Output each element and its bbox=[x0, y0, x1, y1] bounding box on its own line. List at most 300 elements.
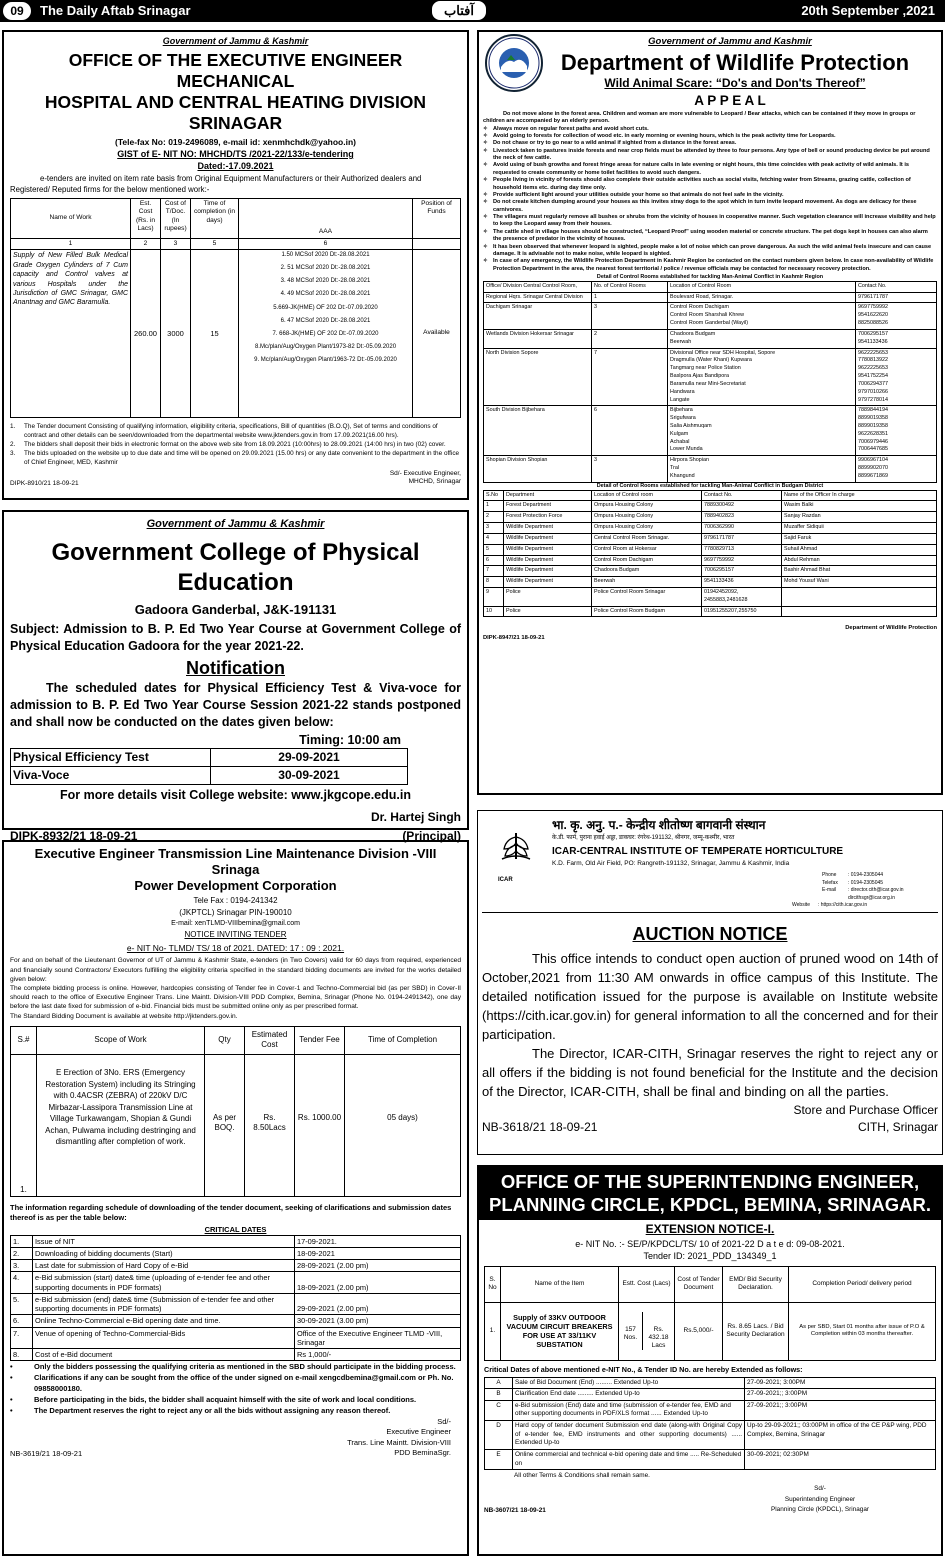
table-row bbox=[484, 566, 937, 577]
date-event: Downloading of bidding documents (Start) bbox=[33, 1247, 295, 1259]
table-row bbox=[484, 329, 937, 348]
est-cost: 260.00 bbox=[131, 250, 161, 418]
advice-text: In case of any emergency, the Wildlife Protection Department in Kashmir Region be contacted on the contact numbers given below. In case non-availability of Wildlife Protection Department in the area, the nearest forest territorial / police / revenue officials may be contacted for necessary recovery protection. bbox=[493, 258, 934, 272]
serial: 1 bbox=[484, 501, 504, 512]
contact-label: Phone bbox=[822, 872, 837, 879]
table-row bbox=[484, 512, 937, 523]
contact bbox=[856, 329, 937, 348]
col-num: 5 bbox=[191, 238, 239, 250]
table-row bbox=[485, 1302, 936, 1360]
institute-name: ICAR-CENTRAL INSTITUTE OF TEMPERATE HORTICULTURE bbox=[552, 845, 844, 857]
date-index: B bbox=[485, 1389, 513, 1401]
location-line: Beerwah bbox=[670, 338, 692, 345]
item-table bbox=[484, 1266, 936, 1361]
sign-line: Executive Engineer bbox=[386, 1427, 451, 1437]
location: Police Control Room Budgam bbox=[592, 606, 702, 617]
notification-body: The scheduled dates for Physical Efficiency Test & Viva-voce for admission to B. P. Ed Two Year Course Session 2021-22 stands postponed and shall now be conducted on the dates given below: bbox=[10, 680, 461, 729]
issue-date: 20th September ,2021 bbox=[801, 3, 935, 18]
location-line: Control Room Sharshali Khrew bbox=[670, 312, 745, 319]
officer: Sajid Faruk bbox=[782, 533, 937, 544]
nb-number: NB-3607/21 18-09-21 bbox=[484, 1507, 546, 1515]
date-value: 27-09-2021;; 3:00PM bbox=[745, 1389, 936, 1401]
officer bbox=[782, 588, 937, 607]
table-row bbox=[484, 606, 937, 617]
nb-number: NB-3619/21 18-09-21 bbox=[10, 1448, 83, 1458]
aaa-item: 7. 668-JK(HME) OF 202 Dt:-07.09.2020 bbox=[272, 330, 379, 337]
room-count: 3 bbox=[592, 303, 668, 329]
table-row bbox=[484, 303, 937, 329]
location bbox=[668, 406, 856, 456]
contact bbox=[856, 456, 937, 482]
advice-item: ✧ It has been observed that whenever leopard is sighted, people make a lot of noise which can prove dangerous. As such the wild animal feels insecure and can cause damage. It is advisable not to make noise, while leopard is sighted. bbox=[483, 244, 937, 259]
transmission-tender bbox=[2, 840, 469, 1556]
officer-title: Store and Purchase Officer bbox=[793, 1103, 938, 1118]
hindi-name: भा. कृ. अनु. प.- केन्द्रीय शीतोष्ण बागवानी संस्थान bbox=[552, 818, 766, 832]
location-line: Baslpora Ajas Bandipora bbox=[670, 373, 730, 380]
advice-text: Do not chase or try to go near to a wild animal if sighted from a distance in the forest areas. bbox=[493, 140, 737, 147]
contact-line: 9796171787 bbox=[858, 293, 888, 300]
location: Beerwah bbox=[592, 577, 702, 588]
bullet-item: • Before participating in the bids, the bidder shall acquaint himself with the site of work and local conditions. bbox=[10, 1395, 461, 1406]
aaa-item: 2. 51 MCSof 2020 Dt:-28.08.2021 bbox=[280, 265, 371, 272]
date-event: e-Bid submission (end) date& time (Submission of e-tender fee and other supporting documents in PDF formats) bbox=[33, 1293, 295, 1315]
table-row bbox=[484, 544, 937, 555]
location: Control Room Dachigam bbox=[592, 555, 702, 566]
table-row bbox=[485, 1449, 936, 1469]
contact-value: : 0194-2305045 bbox=[848, 879, 884, 886]
contact-line bbox=[822, 895, 938, 903]
col-head: Time of completion (in days) bbox=[191, 198, 239, 238]
newspaper-logo: آفتاب bbox=[432, 1, 486, 20]
nit-number: e- NIT No. :- SE/P/KPDCL/TS/ 10 of 2021-22 D a t e d: 09-08-2021. bbox=[575, 1239, 845, 1249]
extension-heading: EXTENSION NOTICE-I. bbox=[645, 1222, 775, 1236]
event-date: 29-09-2021 bbox=[211, 749, 408, 767]
college-website: For more details visit College website: www.jkgcope.edu.in bbox=[59, 788, 411, 803]
critical-dates-heading: CRITICAL DATES bbox=[204, 1225, 267, 1235]
timing: Timing: 10:00 am bbox=[299, 732, 401, 747]
bullet-text: The Department reserves the right to reject any or all the bids without assigning any reason thereof. bbox=[34, 1405, 391, 1415]
officer: Wasim Balki bbox=[782, 501, 937, 512]
location-line: Achabal bbox=[670, 438, 690, 445]
table-row bbox=[484, 292, 937, 303]
officer: Muzaffer Sidiquii bbox=[782, 523, 937, 534]
officer bbox=[782, 606, 937, 617]
serial: 8 bbox=[484, 577, 504, 588]
advice-item: ✧ Avoid using of bush growths and forest fringe areas for nature calls in late evening or night hours, this time coincides with peak activity of wild animals. It is requested to create community or home toilet facilities to avoid such dangers. bbox=[483, 162, 937, 177]
appeal-heading: A P P E A L bbox=[694, 92, 766, 108]
date-value: 27-09-2021;; 3:00PM bbox=[745, 1400, 936, 1420]
col-head: Name of Work bbox=[11, 198, 131, 238]
location-line: Control Room Ganderbal (Wayil) bbox=[670, 320, 748, 327]
location-line: Salia Aishmuqam bbox=[670, 423, 712, 429]
department: Forest Protection Force bbox=[504, 512, 592, 523]
col-head: Completion Period/ delivery period bbox=[789, 1266, 936, 1302]
contact: 9541133436 bbox=[702, 577, 782, 588]
table-row bbox=[484, 588, 937, 607]
table-row bbox=[11, 1349, 461, 1361]
col-head: Est. Cost (Rs. in Lacs) bbox=[131, 198, 161, 238]
office: Wetlands Division Hokersar Srinagar bbox=[484, 329, 592, 348]
office-title-1: OFFICE OF THE EXECUTIVE ENGINEER MECHANICAL bbox=[68, 50, 403, 92]
contact-line: 7006979446 bbox=[858, 438, 888, 445]
location-line: Kulgam bbox=[670, 430, 689, 437]
serial: 1. bbox=[11, 1054, 37, 1196]
advice-item: ✧ Always move on regular forest paths and avoid short cuts. bbox=[483, 126, 937, 133]
col-head: Estimated Cost bbox=[245, 1026, 295, 1054]
kpdcl-title-band bbox=[479, 1167, 941, 1220]
table-row bbox=[484, 501, 937, 512]
contact-line: 8899902070 bbox=[858, 465, 888, 472]
date-event: Issue of NIT bbox=[33, 1235, 295, 1247]
college-title: Government College of Physical Education bbox=[51, 538, 420, 596]
mechanical-division-tender bbox=[2, 30, 469, 500]
contact-line bbox=[822, 872, 938, 880]
note-item: 3. The bids uploaded on the website up to due date and time will be opened on 29.09.2021 (15.00 hrs) or any date convenient to the department in the office of Chief Engineer, MED, Kashmir bbox=[10, 450, 460, 467]
aaa-item: 8.Mc/plan/Aug/Oxygen Plant/1973-82 Dt:-05.09.2020 bbox=[254, 343, 397, 350]
nit-number: e- NIT No- TLMD/ TS/ 18 of 2021. DATED: 17 : 09 : 2021. bbox=[126, 942, 345, 953]
serial: 5 bbox=[484, 544, 504, 555]
table-row bbox=[484, 348, 937, 406]
funds-position: Available bbox=[413, 250, 461, 418]
col-head: No. of Control Rooms bbox=[592, 281, 668, 292]
department-title: Department of Wildlife Protection bbox=[560, 49, 910, 75]
location-line: Bijbehara bbox=[670, 407, 693, 414]
date-event: Last date for submission of Hard Copy of e-Bid bbox=[33, 1260, 295, 1272]
table-row bbox=[484, 555, 937, 566]
serial: 4 bbox=[484, 533, 504, 544]
col-num: 1 bbox=[11, 238, 131, 250]
table1-caption: Detail of Control Rooms established for tackling Man-Animal Conflict in Kashmir Region bbox=[596, 274, 824, 280]
date-index: 1. bbox=[11, 1235, 33, 1247]
date-index: 7. bbox=[11, 1327, 33, 1349]
department: Wildlife Department bbox=[504, 523, 592, 534]
aaa-item: 1.50 MCSof 2020 Dt:-28.08.2021 bbox=[281, 252, 370, 259]
date-value: 30-09-2021; 02:30PM bbox=[745, 1449, 936, 1469]
doc-cost: Rs.5,000/- bbox=[675, 1302, 723, 1360]
col-head: Contact No. bbox=[856, 281, 937, 292]
newspaper-name: The Daily Aftab Srinagar bbox=[40, 3, 191, 18]
contact-line bbox=[792, 902, 938, 910]
budgam-control-rooms-table bbox=[483, 490, 937, 618]
principal-title: (Principal) bbox=[402, 828, 461, 843]
completion-time: 05 days) bbox=[345, 1054, 461, 1196]
contact-line: 7780813922 bbox=[858, 357, 888, 364]
location-line: Baramulla near Mini-Secretariat bbox=[670, 380, 746, 387]
col-head: Name of the Officer In charge bbox=[782, 490, 937, 501]
date-value: 30-09-2021 (3.00 pm) bbox=[295, 1315, 461, 1327]
govt-line: Government of Jammu and Kashmir bbox=[648, 36, 812, 47]
terms-note: All other Terms & Conditions shall remain same. bbox=[514, 1472, 650, 1480]
contact: 7889300492 bbox=[702, 501, 782, 512]
date-index: 3. bbox=[11, 1260, 33, 1272]
advice-text: People living in vicinity of forests should also complete their outside activities such as social visits, fetching water from Streams, grazing cattle, collection of household items etc. during day time only. bbox=[493, 177, 911, 191]
location: Police Control Room Srinagar bbox=[592, 588, 702, 607]
advice-list bbox=[483, 126, 937, 274]
contact-value: : director.cith@icar.gov.in bbox=[848, 887, 904, 894]
aaa-item: 5.669-JK(HME) OF 202 Dt:-07.09.2020 bbox=[273, 304, 378, 311]
location-line: Dragmulla (Water Khani) Kupwara bbox=[670, 357, 752, 364]
contact bbox=[856, 303, 937, 329]
location: Control Room at Hokersar bbox=[592, 544, 702, 555]
contact: 9796171787 bbox=[702, 533, 782, 544]
table-row bbox=[11, 1293, 461, 1315]
location-line: Control Room Dachigam bbox=[670, 304, 730, 311]
col-num: 3 bbox=[161, 238, 191, 250]
contact-label: Website bbox=[792, 902, 810, 909]
sign-line: Sd/- bbox=[437, 1416, 451, 1426]
contact-value: : https://cith.icar.gov.in bbox=[818, 902, 868, 909]
serial: 9 bbox=[484, 588, 504, 607]
col-head: Time of Completion bbox=[345, 1026, 461, 1054]
serial: 2 bbox=[484, 512, 504, 523]
date-value: 28-09-2021 (2.00 pm) bbox=[295, 1260, 461, 1272]
contact bbox=[856, 406, 937, 456]
contact-label: Telefax bbox=[822, 879, 838, 886]
date-value: 18-09-2021 bbox=[295, 1247, 461, 1259]
location bbox=[668, 303, 856, 329]
date-value: 17-09-2021. bbox=[295, 1235, 461, 1247]
notes-list bbox=[10, 423, 461, 468]
advice-item: ✧ Livestock taken to pastures inside forests and near crop fields must be attended by three to four persons. Any type of bell or sound producing device be put around the neck of few cattle. bbox=[483, 148, 937, 163]
department: Wildlife Department bbox=[504, 555, 592, 566]
contact: 01942452092, 2455883,2481628 bbox=[702, 588, 782, 607]
contact: 9697759992 bbox=[702, 555, 782, 566]
office-title-2: PLANNING CIRCLE, KPDCL, BEMINA, SRINAGAR. bbox=[489, 1194, 931, 1215]
office: North Division Sopore bbox=[484, 348, 592, 406]
advice-text: Always move on regular forest paths and avoid short cuts. bbox=[493, 125, 649, 132]
tender-id: Tender ID: 2021_PDD_134349_1 bbox=[643, 1251, 777, 1262]
officer-location: CITH, Srinagar bbox=[857, 1120, 938, 1135]
work-table bbox=[10, 198, 461, 419]
table-row bbox=[485, 1377, 936, 1389]
contact: 7006295157 bbox=[702, 566, 782, 577]
location: Ompura Housing Colony bbox=[592, 523, 702, 534]
gist-date: Dated:-17.09.2021 bbox=[197, 161, 274, 172]
date-value: 27-09-2021; 3:00PM bbox=[745, 1377, 936, 1389]
serial: 10 bbox=[484, 606, 504, 617]
contact-line: 9906967104 bbox=[858, 457, 888, 464]
col-head: Name of the Item bbox=[501, 1266, 619, 1302]
date-value: 18-09-2021 (2.00 pm) bbox=[295, 1272, 461, 1294]
department: Police bbox=[504, 588, 592, 607]
col-head: Location of Control room bbox=[592, 490, 702, 501]
office: South Division Bijbehara bbox=[484, 406, 592, 456]
table-row bbox=[11, 1315, 461, 1327]
date-index: 6. bbox=[11, 1315, 33, 1327]
process-text: The complete bidding process is online. However, hardcopies consisting of Tender fee in Cover-1 and Techno-Commercial bid (as per SBD) in Cover-II should reach to the office of Executive Engineer Trans. Line Maintt. Division-VIII PDD Complex, Bemina, Srinagar (Phone No. 0194-2491342), one day before the last date fixed for submission of e-bid. Financial bids must be submitted online only as per prescribed format. bbox=[10, 985, 461, 1011]
col-head: Scope of Work bbox=[37, 1026, 205, 1054]
gist-nit: GIST of E- NIT NO: MHCHD/TS /2021-22/133/e-tendering bbox=[117, 148, 354, 159]
work-table bbox=[10, 1026, 461, 1197]
critical-dates-table bbox=[484, 1377, 936, 1471]
icar-footer bbox=[482, 1120, 938, 1135]
location: Ompura Housing Colony bbox=[592, 501, 702, 512]
advice-item: ✧ Avoid going to forests for collection of wood etc. in early morning or evening hours, which is the peak activity time for Leopards. bbox=[483, 133, 937, 140]
sign-line: Trans. Line Maintt. Division-VIII bbox=[347, 1437, 451, 1447]
col-head: Cost of Tender Document bbox=[675, 1266, 723, 1302]
department: Wildlife Department bbox=[504, 577, 592, 588]
division-title: Executive Engineer Transmission Line Maintenance Division -VIII Srinaga bbox=[34, 846, 437, 877]
completion-period: As per SBD, Start 01 months after issue of P.O & Completion within 03 months thereafter. bbox=[789, 1302, 936, 1360]
table2-caption: Detail of Control Rooms established for tackling Man-Animal Conflict in Budgam District bbox=[596, 482, 824, 489]
table-row bbox=[11, 1247, 461, 1259]
contact-line: 9541133436 bbox=[858, 338, 888, 345]
advice-item: ✧ Do not chase or try to go near to a wild animal if sighted from a distance in the forest areas. bbox=[483, 140, 937, 147]
table-row bbox=[11, 749, 408, 767]
date-event: Sale of Bid Document (End) ......... Extended Up-to bbox=[513, 1377, 745, 1389]
contact-line: 9797010266 bbox=[858, 388, 888, 395]
location-line: Tangmarg near Police Station bbox=[670, 365, 741, 372]
bullet-list bbox=[10, 1362, 461, 1416]
office-title-1: OFFICE OF THE SUPERINTENDING ENGINEER, bbox=[500, 1171, 920, 1192]
location: Chadoora Budgam bbox=[592, 566, 702, 577]
serial: 1. bbox=[485, 1302, 501, 1360]
advice-item: ✧ The villagers must regularly remove all bushes or shrubs from the vicinity of houses in cooperative manner. Such vegetation clearance will increase visibility and help to keep the Leopard away from their houses. bbox=[483, 214, 936, 228]
date-event: Online commercial and technical e-bid opening date and time ..... Re-Scheduled on bbox=[513, 1449, 745, 1469]
date-index: D bbox=[485, 1421, 513, 1450]
aaa-item: 6. 47 MCSof 2020 Dt:-28.08.2021 bbox=[280, 317, 371, 324]
note-item: 1. The Tender document Consisting of qualifying information, eligibility criteria, specifications, Bill of quantities (B.O.Q), Set of terms and conditions of contract and other details can be seen/downloaded from the departmental website www.jktenders.gov.in from 17.09.2021(16.00 hrs). bbox=[10, 423, 461, 441]
col-num: 6 bbox=[239, 238, 413, 250]
dates-table bbox=[10, 748, 408, 785]
doc-cost: 3000 bbox=[161, 250, 191, 418]
col-head: S. No bbox=[485, 1266, 501, 1302]
col-head: Estt. Cost (Lacs) bbox=[619, 1266, 675, 1302]
advice-text: Avoid going to forests for collection of wood etc. in early morning or evening hours, which is the peak activity time for Leopards. bbox=[493, 132, 836, 139]
icar-logo-text: ICAR bbox=[498, 877, 513, 883]
date-value: 29-09-2021 (2.00 pm) bbox=[295, 1293, 461, 1315]
table-row bbox=[485, 1421, 936, 1450]
col-head: S.# bbox=[11, 1026, 37, 1054]
advice-text: It has been observed that whenever leopard is sighted, people make a lot of noise which can prove dangerous. As such the wild animal feels insecure and can cause damage. It is advisable not to make noise, while leopard is sighted. bbox=[493, 243, 932, 257]
hindi-address: के.डी. फार्म, पुराना हवाई अड्डा, डाकघर: रंगरेथ-191132, श्रीनगर, जम्मू-कश्मीर, भारत bbox=[552, 835, 735, 841]
work-name: Supply of New Filled Bulk Medical Grade Oxygen Cylinders of 7 Cum capacity and Control valves at various Hospitals under the Jurisdiction of GMC Srinagar, GMC Anantnag and GMC Baramulla. bbox=[11, 250, 131, 418]
sign-line: MHCHD, Srinagar bbox=[408, 478, 461, 486]
col-num: 2 bbox=[131, 238, 161, 250]
department: Wildlife Department bbox=[504, 533, 592, 544]
date-event: e-Bid submission (start) date& time (uploading of e-tender fee and other supporting documents in PDF formats) bbox=[33, 1272, 295, 1294]
critical-dates-heading: Critical Dates of above mentioned e-NIT No., & Tender ID No. are hereby Extended as follows: bbox=[484, 1364, 803, 1374]
sign-line: Sd/- bbox=[814, 1485, 826, 1493]
notification-heading: Notification bbox=[186, 658, 285, 678]
bullet-item: • Only the bidders possessing the qualifying criteria as mentioned in the SBD should participate in the bidding process. bbox=[10, 1362, 461, 1373]
contact-line: 8899019358 bbox=[858, 423, 888, 429]
icar-logo-icon bbox=[496, 829, 536, 877]
schedule-info: The information regarding schedule of downloading of the tender document, seeking of clarifications and submission dates thereof is as per the table below: bbox=[10, 1202, 452, 1223]
office: Dachigam Srinagar bbox=[484, 303, 592, 329]
contact bbox=[856, 348, 937, 406]
date-index: 8. bbox=[11, 1349, 33, 1361]
contact-value: : 0194-2305044 bbox=[848, 872, 884, 879]
icar-auction-notice bbox=[477, 810, 943, 1155]
location-line: Tral bbox=[670, 465, 680, 472]
emd: Rs. 8.65 Lacs. / Bid Security Declaration bbox=[723, 1302, 789, 1360]
completion-days: 15 bbox=[191, 250, 239, 418]
sign-line: Superintending Engineer bbox=[784, 1495, 856, 1503]
subject-line: Subject: Admission to B. P. Ed Two Year Course at Government College of Physical Education Gadoora for the year 2021-22. bbox=[10, 622, 461, 653]
govt-line: Government of Jammu & Kashmir bbox=[162, 36, 309, 46]
col-head: Office/ Division Central Control Room, bbox=[484, 281, 592, 292]
date-event: Cost of e-Bid document bbox=[33, 1349, 295, 1361]
contact-line: 7889844194 bbox=[858, 407, 888, 414]
officer: Suhail Ahmad bbox=[782, 544, 937, 555]
department: Police bbox=[504, 606, 592, 617]
officer: Bashir Ahmad Bhat bbox=[782, 566, 937, 577]
advice-text: The cattle shed in village houses should be constructed, “Leopard Proof” using wooden material or concrete structure. The pet dogs kept in houses can also alarm the presence of predator in the vicinity of houses. bbox=[493, 228, 928, 243]
location-line: Hirpora Shopian bbox=[670, 457, 709, 464]
kashmir-control-rooms-table bbox=[483, 281, 937, 483]
room-count: 7 bbox=[592, 348, 668, 406]
date-value: Up-to 29-09-2021;; 03:00PM in office of the CE P&P wing, PDD Complex, Bemina, Srinagar bbox=[745, 1421, 936, 1450]
corporation-name: Power Development Corporation bbox=[134, 878, 337, 893]
serial: 3 bbox=[484, 523, 504, 534]
col-head: Contact No. bbox=[702, 490, 782, 501]
advice-item: ✧ Do not create kitchen dumping around your houses as this invites stray dogs to the spot which in turn invite leopard movement. As dogs are delicacy for these carnivores. bbox=[483, 199, 937, 214]
officer: Mohd Yousuf Wani bbox=[782, 577, 937, 588]
advice-text: Provide sufficient light around your utilities outside your home so that animals do not feel safe in the vicinity. bbox=[493, 191, 784, 198]
room-count: 1 bbox=[592, 292, 668, 303]
note-text: The Tender document Consisting of qualifying information, eligibility criteria, specifications, Bill of quantities (B.O.Q), Set of terms and conditions of contract and other details can be seen/downloaded from the departmental website www.jktenders.gov.in from 17.09.2021(16.00 hrs). bbox=[24, 423, 438, 440]
location-line: Khangund bbox=[670, 472, 695, 479]
note-text: The bids uploaded on the website up to due date and time will be opened on 29.09.2021 (15.00 hrs) or any date convenient to the department in the office of Chief Engineer, MED, Kashmir bbox=[24, 450, 460, 467]
page-number-badge: 09 bbox=[3, 2, 31, 20]
table-row bbox=[484, 523, 937, 534]
table-row bbox=[11, 1260, 461, 1272]
room-count: 3 bbox=[592, 456, 668, 482]
tender-fee: Rs. 1000.00 bbox=[295, 1054, 345, 1196]
estimated-cost: Rs. 432.18 Lacs bbox=[648, 1325, 669, 1350]
location-line: Langate bbox=[670, 396, 690, 403]
location: Central Control Room Srinagar. bbox=[592, 533, 702, 544]
table-row bbox=[484, 456, 937, 482]
contact-line: 9541622620 bbox=[858, 312, 888, 319]
bullet-text: Clarifications if any can be sought from the office of the under signed on e-mail xengcdbemina@gmail.com or Ph. No. 09858000180. bbox=[34, 1373, 454, 1394]
advice-text: The villagers must regularly remove all bushes or shrubs from the vicinity of houses in cooperative manner. Such vegetation clearance will increase visibility and help to keep the Leopard away from their houses. bbox=[493, 214, 936, 228]
tele-fax: (Tele-fax No: 019-2496089, e-mail id: xenmhchdk@yahoo.in) bbox=[114, 137, 356, 148]
bullet-item: • Clarifications if any can be sought from the office of the under signed on e-mail xengcdbemina@gmail.com or Ph. No. 09858000180. bbox=[10, 1373, 461, 1395]
table-row bbox=[485, 1400, 936, 1420]
critical-dates-table bbox=[10, 1235, 461, 1362]
dipk-number: DIPK-8910/21 18-09-21 bbox=[10, 480, 79, 488]
advice-item: ✧ People living in vicinity of forests should also complete their outside activities such as social visits, fetching water from Streams, grazing cattle, collection of household items etc. during day time only. bbox=[483, 177, 937, 192]
sign-line: Planning Circle (KPDCL), Srinagar bbox=[770, 1505, 870, 1513]
table-row bbox=[485, 1389, 936, 1401]
email: E-mail: xenTLMD-VIIIbemina@gmail.com bbox=[171, 920, 300, 927]
table-row bbox=[11, 1327, 461, 1349]
dipk-number: DIPK-8947/21 18-09-21 bbox=[483, 634, 545, 641]
auction-reservation: The Director, ICAR-CITH, Srinagar reserves the right to reject any or all offers if the bidding is not found beneficial for the Institute and the decision of the Director, ICAR-CITH, shall be final and binding on all the parties. bbox=[482, 1046, 938, 1100]
contact-line: 7006294377 bbox=[858, 380, 888, 387]
date-event: e-Bid submission (End) date and time (submission of e-tender fee, EMD and other supporting documents in PDF/XLS format ...... Extended Up-to bbox=[513, 1400, 745, 1420]
location-line: Divisional Office near SDH Hospital, Sopore bbox=[670, 349, 776, 356]
date-event: Hard copy of tender document Submission end date (along-with Original Copy of e-tender fee, EMD instruments and other supporting documents) ...... Extended Up-to bbox=[513, 1421, 745, 1450]
advice-text: Do not create kitchen dumping around your houses as this invites stray dogs to the spot which in turn invite leopard movement. As dogs are delicacy for these carnivores. bbox=[493, 199, 917, 213]
location bbox=[668, 456, 856, 482]
location-line: Handwara bbox=[670, 388, 695, 395]
bullet-text: Only the bidders possessing the qualifying criteria as mentioned in the SBD should participate in the bidding process. bbox=[34, 1362, 456, 1372]
contact-line: 8825088526 bbox=[858, 320, 888, 327]
advice-item: ✧ In case of any emergency, the Wildlife Protection Department in Kashmir Region be contacted on the contact numbers given below. In case non-availability of Wildlife Protection Department in the area, the nearest forest territorial / police / revenue officials may be contacted for necessary recovery protection. bbox=[483, 258, 937, 273]
contact-line: 9622628351 bbox=[858, 430, 888, 437]
qty-cost bbox=[619, 1302, 675, 1360]
aaa-item: 4. 49 MCSof 2020 Dt:-28.08.2021 bbox=[280, 291, 371, 298]
institute-address: K.D. Farm, Old Air Field, PO: Rangreth-191132, Srinagar, Jammu & Kashmir, India bbox=[552, 860, 790, 867]
contact-line: 8899671869 bbox=[858, 472, 888, 479]
college-notification bbox=[2, 510, 469, 843]
note-item: 2. The bidders shall deposit their bids in electronic format on the above web site from 18.09.2021 (10:00hrs) to 28.09.2021 (14:00 hrs) in two (02) cover. bbox=[10, 441, 461, 450]
date-value: Rs 1,000/- bbox=[295, 1349, 461, 1361]
date-index: C bbox=[485, 1400, 513, 1420]
